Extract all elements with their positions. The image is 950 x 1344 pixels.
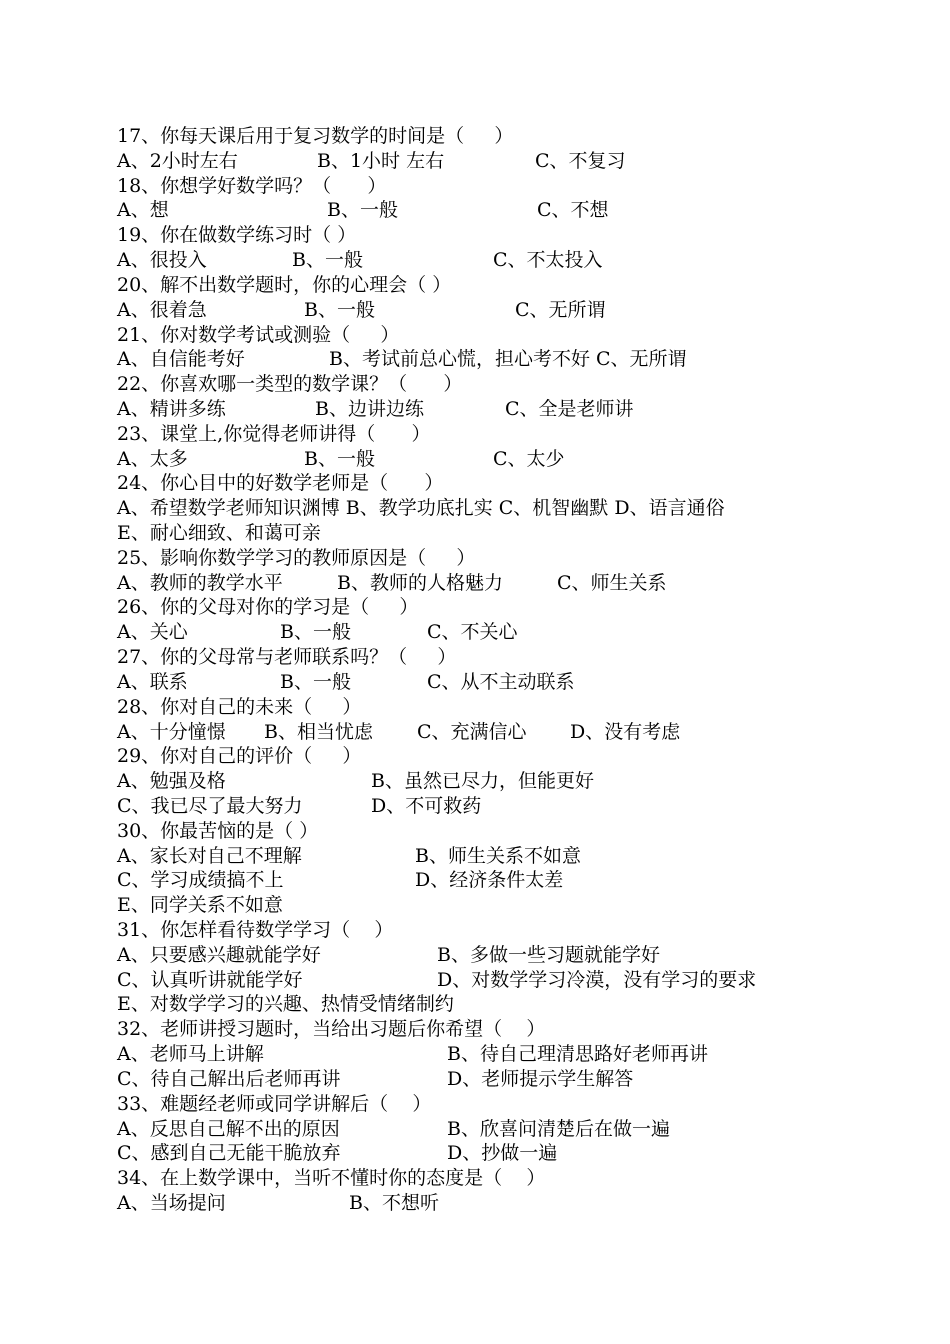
question-33-options-row — [117, 1141, 817, 1166]
question-20-option: C、无所谓 — [515, 298, 606, 321]
question-30-option: D、经济条件太差 — [415, 869, 564, 892]
question-27-text: 27、你的父母常与老师联系吗？（ ） — [117, 646, 457, 669]
question-19-text: 19、你在做数学练习时（ ） — [117, 224, 357, 247]
question-25-options-row — [117, 571, 817, 596]
question-24-options-row — [117, 521, 817, 546]
question-26-option: B、一般 — [280, 621, 351, 644]
question-21-options-row — [117, 347, 817, 372]
question-28-option: D、没有考虑 — [570, 720, 681, 743]
question-17-options-row — [117, 149, 817, 174]
question-18-text: 18、你想学好数学吗？（ ） — [117, 174, 387, 197]
question-31-option: B、多做一些习题就能学好 — [437, 943, 660, 966]
question-18-option: C、不想 — [537, 199, 609, 222]
question-21-option: B、考试前总心慌，担心考不好 C、无所谓 — [329, 348, 687, 371]
question-25-option: B、教师的人格魅力 — [337, 571, 503, 594]
question-27-option: C、从不主动联系 — [427, 670, 575, 693]
question-27-option: B、一般 — [280, 670, 351, 693]
question-26-text: 26、你的父母对你的学习是（ ） — [117, 596, 419, 619]
question-19-option: B、一般 — [292, 249, 363, 272]
question-25-option: A、教师的教学水平 — [117, 571, 283, 594]
question-26-options-row — [117, 620, 817, 645]
question-32-option: C、待自己解出后老师再讲 — [117, 1067, 341, 1090]
question-31-options-row — [117, 992, 817, 1017]
question-34-options-row — [117, 1191, 817, 1216]
question-31-option: D、对数学学习冷漠，没有学习的要求 — [437, 968, 757, 991]
question-33-option: C、感到自己无能干脆放弃 — [117, 1142, 341, 1165]
question-19-options-row — [117, 248, 817, 273]
question-34-option: A、当场提问 — [117, 1191, 226, 1214]
question-34-text: 34、在上数学课中，当听不懂时你的态度是（ ） — [117, 1167, 546, 1190]
question-17-option: C、不复习 — [535, 149, 626, 172]
question-27-option: A、联系 — [117, 670, 188, 693]
question-23-options-row — [117, 447, 817, 472]
question-23-option: A、太多 — [117, 447, 188, 470]
question-17-text: 17、你每天课后用于复习数学的时间是（ ） — [117, 125, 514, 147]
question-32-options-row — [117, 1067, 817, 1092]
question-32-option: A、老师马上讲解 — [117, 1043, 264, 1066]
question-29-option: D、不可救药 — [371, 794, 482, 817]
question-30-option: B、师生关系不如意 — [415, 844, 581, 867]
question-23-option: B、一般 — [304, 447, 375, 470]
question-28-option: B、相当忧虑 — [264, 720, 373, 743]
question-30-option: C、学习成绩搞不上 — [117, 869, 284, 892]
question-23-text: 23、课堂上,你觉得老师讲得（ ） — [117, 422, 431, 445]
question-28-option: C、充满信心 — [417, 720, 527, 743]
question-20-option: A、很着急 — [117, 298, 207, 321]
question-32-option: D、老师提示学生解答 — [447, 1067, 634, 1090]
question-22-options-row — [117, 397, 817, 422]
question-31-text: 31、你怎样看待数学学习（ ） — [117, 919, 394, 941]
question-28-option: A、十分憧憬 — [117, 720, 226, 743]
question-28-text: 28、你对自己的未来（ ） — [117, 695, 362, 718]
question-22-text: 22、你喜欢哪一类型的数学课？（ ） — [117, 373, 463, 396]
question-34-option: B、不想听 — [349, 1191, 439, 1214]
question-31-option: C、认真听讲就能学好 — [117, 968, 303, 991]
question-24-option: E、耐心细致、和蔼可亲 — [117, 522, 321, 544]
question-19-option: A、很投入 — [117, 249, 207, 272]
question-33-text: 33、难题经老师或同学讲解后（ ） — [117, 1092, 432, 1115]
question-33-option: B、欣喜问清楚后在做一遍 — [447, 1117, 670, 1140]
question-21-option: A、自信能考好 — [117, 348, 245, 371]
question-29-options-row — [117, 769, 817, 794]
question-32-option: B、待自己理清思路好老师再讲 — [447, 1043, 708, 1066]
question-30-text: 30、你最苦恼的是（ ） — [117, 819, 319, 842]
question-22-option: A、精讲多练 — [117, 397, 226, 420]
question-24-option: A、希望数学老师知识渊博 B、教学功底扎实 C、机智幽默 D、语言通俗 — [117, 497, 725, 520]
question-20-text: 20、解不出数学题时，你的心理会（ ） — [117, 273, 452, 296]
question-29-options-row — [117, 794, 817, 819]
question-22-option: B、边讲边练 — [315, 397, 424, 420]
question-33-option: D、抄做一遍 — [447, 1142, 558, 1165]
question-20-options-row — [117, 298, 817, 323]
question-17-option: B、1小时 左右 — [317, 149, 445, 172]
question-27-options-row — [117, 670, 817, 695]
question-28-options-row — [117, 720, 817, 745]
question-26-option: C、不关心 — [427, 621, 518, 644]
question-30-options-row — [117, 844, 817, 869]
question-30-options-row — [117, 868, 817, 893]
question-19-option: C、不太投入 — [493, 249, 603, 272]
question-29-option: A、勉强及格 — [117, 770, 226, 793]
question-26-option: A、关心 — [117, 621, 188, 644]
question-30-option: A、家长对自己不理解 — [117, 844, 302, 867]
question-17-option: A、2小时左右 — [117, 149, 238, 172]
question-32-text: 32、老师讲授习题时，当给出习题后你希望（ ） — [117, 1018, 546, 1041]
question-31-option: A、只要感兴趣就能学好 — [117, 943, 321, 966]
question-29-option: B、虽然已尽力，但能更好 — [371, 770, 594, 793]
question-21-text: 21、你对数学考试或测验（ ） — [117, 323, 400, 346]
question-25-option: C、师生关系 — [557, 571, 667, 594]
question-18-options-row — [117, 198, 817, 223]
question-31-options-row — [117, 943, 817, 968]
question-31-options-row — [117, 968, 817, 993]
question-33-options-row — [117, 1117, 817, 1142]
question-30-option: E、同学关系不如意 — [117, 894, 283, 917]
question-18-option: B、一般 — [327, 199, 398, 222]
question-29-option: C、我已尽了最大努力 — [117, 794, 303, 817]
question-24-text: 24、你心目中的好数学老师是（ ） — [117, 472, 444, 495]
question-23-option: C、太少 — [493, 447, 565, 470]
question-18-option: A、想 — [117, 199, 169, 222]
question-22-option: C、全是老师讲 — [505, 397, 634, 420]
question-31-option: E、对数学学习的兴趣、热情受情绪制约 — [117, 993, 454, 1016]
question-32-options-row — [117, 1042, 817, 1067]
question-33-option: A、反思自己解不出的原因 — [117, 1117, 340, 1140]
question-30-options-row — [117, 893, 817, 918]
question-24-options-row — [117, 496, 817, 521]
question-25-text: 25、影响你数学学习的教师原因是（ ） — [117, 546, 476, 569]
questionnaire-page — [117, 124, 817, 1216]
question-29-text: 29、你对自己的评价（ ） — [117, 745, 362, 768]
question-20-option: B、一般 — [304, 298, 375, 321]
